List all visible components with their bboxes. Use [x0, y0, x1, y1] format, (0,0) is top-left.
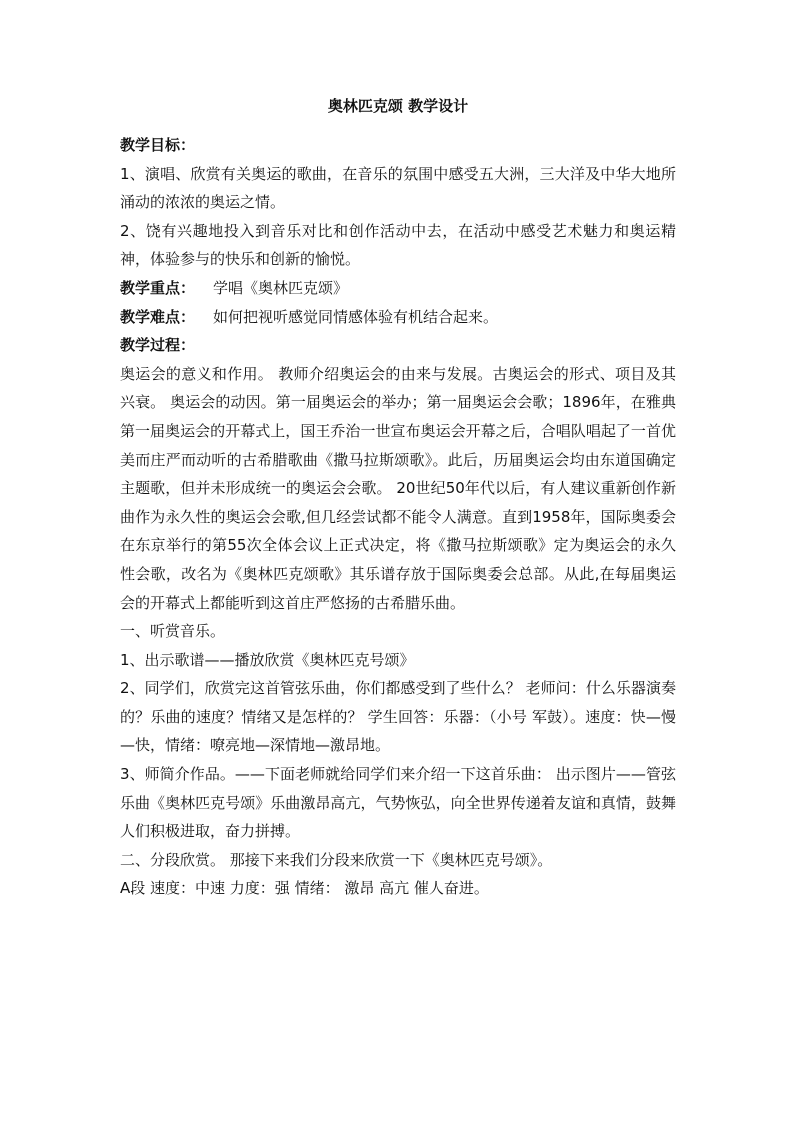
difficulty-line: [120, 303, 676, 332]
process-heading: 教学过程：: [120, 336, 196, 355]
key-point-label: 教学重点：: [120, 278, 196, 297]
difficulty-label: 教学难点：: [120, 307, 196, 326]
step-3: 3、师简介作品。——下面老师就给同学们来介绍一下这首乐曲： 出示图片——管弦乐曲《奥林匹克号颂》乐曲激昂高亢，气势恢弘，向全世界传递着友谊和真情，鼓舞人们积极进取，奋力拼搏。: [120, 765, 676, 841]
key-point-text: 学唱《奥林匹克颂》: [213, 278, 349, 297]
step-2: 2、同学们，欣赏完这首管弦乐曲，你们都感受到了些什么？ 老师问：什么乐器演奏的？乐曲的速度？情绪又是怎样的？ 学生回答：乐器：（小号 军鼓）。速度：快—慢—快，情绪：嘹亮地—深情地—激昂地。: [120, 679, 676, 755]
part-a: A段 速度：中速 力度：强 情绪： 激昂 高亢 催人奋进。: [120, 879, 489, 898]
objective-1: 1、演唱、欣赏有关奥运的歌曲，在音乐的氛围中感受五大洲，三大洋及中华大地所涌动的浓浓的奥运之情。: [120, 164, 676, 212]
section-2-heading: 二、分段欣赏。 那接下来我们分段来欣赏一下《奥林匹克号颂》。: [120, 850, 553, 869]
document-page: [120, 95, 676, 903]
section-1-heading: 一、听赏音乐。: [120, 622, 226, 641]
key-point-line: [120, 274, 676, 303]
objectives-heading: 教学目标：: [120, 136, 196, 154]
step-1: 1、出示歌谱——播放欣赏《奥林匹克号颂》: [120, 650, 415, 669]
objective-2: 2、饶有兴趣地投入到音乐对比和创作活动中去，在活动中感受艺术魅力和奥运精神，体验参与的快乐和创新的愉悦。: [120, 221, 676, 269]
intro-paragraph: 奥运会的意义和作用。 教师介绍奥运会的由来与发展。古奥运会的形式、项目及其兴衰。 奥运会的动因。第一届奥运会的举办；第一届奥运会会歌；1896年，在雅典第一届奥运会的开幕式上，国王乔治一世宣布奥运会开幕之后，合唱队唱起了一首优美而庄严而动听的古希腊歌曲《撒马拉斯颂歌》。此后，历届奥运会均由东道国确定主题歌，但并未形成统一的奥运会会歌。 20世纪50年代以后，有人建议重新创作新曲作为永久性的奥运会会歌,但几经尝试都不能令人满意。直到1958年，国际奥委会在东京举行的第55次全体会议上正式决定，将《撒马拉斯颂歌》定为奥运会的永久性会歌，改名为《奥林匹克颂歌》其乐谱存放于国际奥委会总部。从此,在每届奥运会的开幕式上都能听到这首庄严悠扬的古希腊乐曲。: [120, 364, 676, 612]
document-title: 奥林匹克颂 教学设计: [327, 97, 469, 115]
difficulty-text: 如何把视听感觉同情感体验有机结合起来。: [213, 307, 499, 326]
